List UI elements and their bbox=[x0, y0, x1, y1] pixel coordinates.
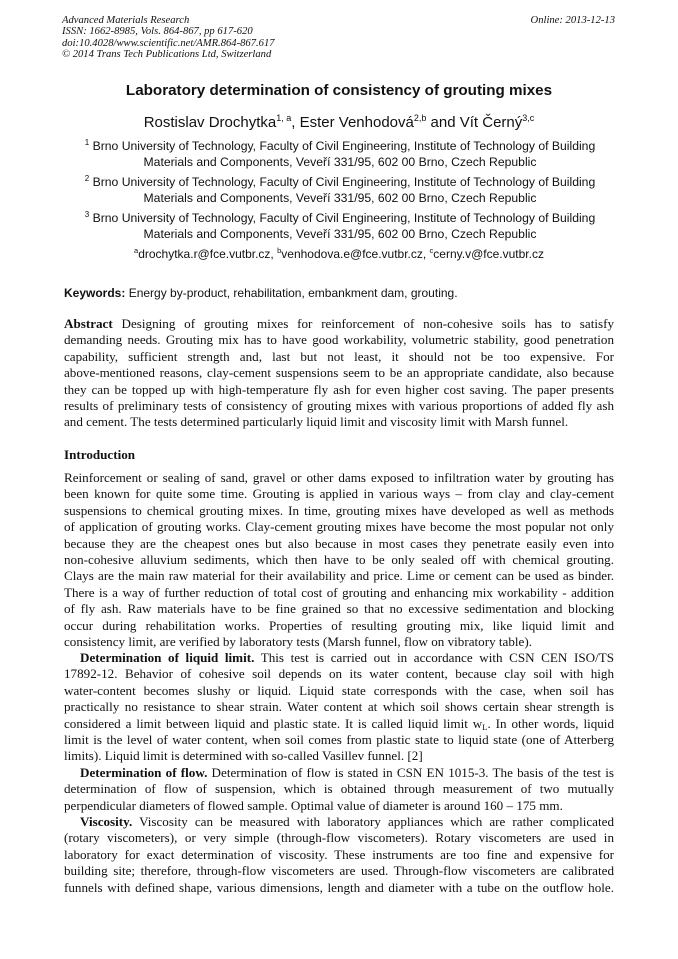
abstract-line: they can be topped up with high-temperature fly ash for even higher cost saving. The paper presents bbox=[64, 381, 614, 397]
body-line: Viscosity can be measured with laboratory appliances which are rather complicated bbox=[132, 814, 614, 829]
body-line: of application of grouting works. Clay-cement grouting mixes have become the most popular not only bbox=[64, 519, 614, 535]
affiliation-line: Brno University of Technology, Faculty of Civil Engineering, Institute of Technology of Building bbox=[92, 211, 596, 225]
keywords-text: Energy by-product, rehabilitation, embankment dam, grouting. bbox=[125, 286, 458, 300]
body-line: consistency limit, are verified by laboratory tests (Marsh funnel, flow on vibratory table). bbox=[64, 633, 532, 649]
body-line: laboratory for exact determination of viscosity. These instruments are too fine and expensive for bbox=[64, 846, 614, 862]
paragraph-label: Determination of liquid limit. bbox=[80, 650, 255, 665]
body-line: perpendicular diameters of flowed sample. Optimal value of diameter is around 160 – 175 mm. bbox=[64, 797, 563, 813]
body-line: (rotary viscometers), or very simple (through-flow viscometers). Rotary viscometers are used in bbox=[64, 830, 614, 846]
abstract-line: Designing of grouting mixes for reinforcement of non-cohesive soils has to satisfy bbox=[112, 316, 614, 331]
body-line: Reinforcement or sealing of sand, gravel or other dams exposed to infiltration water by grouting has bbox=[64, 470, 614, 485]
body-line: non-cohesive alluvium sediments, which then have to be only sealed off with chemical grouting. bbox=[64, 551, 614, 567]
affiliation-line: Materials and Components, Veveří 331/95, 602 00 Brno, Czech Republic bbox=[143, 191, 537, 205]
keywords-label: Keywords: bbox=[64, 286, 126, 300]
journal-name: Advanced Materials Research bbox=[62, 15, 190, 26]
subscript: L bbox=[482, 721, 488, 732]
affiliation-number: 2 bbox=[84, 174, 90, 183]
email-sup: b bbox=[277, 246, 282, 255]
intro-paragraph-1 bbox=[64, 470, 614, 650]
abstract bbox=[64, 316, 614, 431]
abstract-line: and cement. The tests determined particularly liquid limit and viscosity limit with Marsh funnel. bbox=[64, 414, 569, 430]
body-line: There is a way of further reduction of total cost of grouting and enhancing mix workability - addition bbox=[64, 584, 614, 600]
body-line: been known for quite some time. Grouting is applied in various ways – from clay and clay-cement bbox=[64, 486, 614, 502]
paragraph-label: Viscosity. bbox=[80, 814, 133, 829]
affiliation-3 bbox=[64, 210, 616, 242]
affiliation-line: Materials and Components, Veveří 331/95, 602 00 Brno, Czech Republic bbox=[143, 155, 537, 169]
author-list bbox=[0, 114, 678, 131]
issn: ISSN: 1662-8985, Vols. 864-867, pp 617-620 bbox=[62, 26, 253, 38]
paper-title: Laboratory determination of consistency of grouting mixes bbox=[125, 82, 553, 99]
abstract-label: Abstract bbox=[64, 316, 113, 331]
body-line: funnels with defined shape, various dimensions, length and diameter with a tube on the outflow hole. bbox=[64, 879, 614, 895]
affiliation-line: Brno University of Technology, Faculty of Civil Engineering, Institute of Technology of Building bbox=[92, 139, 596, 153]
journal-header bbox=[62, 15, 275, 61]
paragraph-label: Determination of flow. bbox=[80, 765, 208, 780]
body-line: . In other words, liquid bbox=[487, 715, 614, 731]
author-name: and Vít Černý bbox=[426, 114, 523, 131]
doi: doi:10.4028/www.scientific.net/AMR.864-867.617 bbox=[62, 37, 275, 49]
email-sup: a bbox=[134, 246, 139, 255]
body-line: practically no resistance to shear strain. Water content at which soil shows certain shear strength is bbox=[64, 699, 614, 715]
abstract-line: capability, sufficient strength and, last but not least, it should not be too expensive. For bbox=[64, 348, 614, 364]
body-line: suspensions to chemical grouting mixes. In time, grouting mixes have developed as well as methods bbox=[64, 502, 614, 518]
abstract-line: above-mentioned reasons, clay-cement suspensions seem to be an appropriate candidate, also because bbox=[64, 365, 614, 381]
email-link[interactable]: venhodova.e@fce.vutbr.cz, bbox=[281, 247, 430, 261]
body-line: Clays are the main raw material for their availability and price. Lime or cement can be used as binder. bbox=[64, 568, 614, 584]
author-name: Rostislav Drochytka bbox=[143, 114, 277, 131]
keywords bbox=[64, 286, 458, 300]
author-separator: , Ester Venhodová bbox=[291, 114, 414, 131]
body-line: occur during rehabilitation works. Properties of resulting grouting mix, like liquid limit and bbox=[64, 617, 614, 633]
section-heading: Introduction bbox=[64, 447, 136, 462]
email-list bbox=[0, 247, 678, 261]
copyright: © 2014 Trans Tech Publications Ltd, Switzerland bbox=[62, 49, 272, 61]
body-line: limits). Liquid limit is determined with so-called Vasillev funnel. [2] bbox=[64, 748, 423, 764]
affiliation-number: 1 bbox=[84, 138, 90, 147]
body-line: This test is carried out in accordance with CSN CEN ISO/TS bbox=[254, 650, 614, 665]
body-line: because they are the cheapest ones but also because in most cases they penetrate easily even into bbox=[64, 535, 614, 551]
affiliation-line: Materials and Components, Veveří 331/95, 602 00 Brno, Czech Republic bbox=[143, 227, 537, 241]
viscosity-paragraph bbox=[64, 814, 614, 896]
abstract-line: demanding needs. Grouting mix has to have good workability, volumetric stability, good penetration bbox=[64, 332, 614, 348]
affiliation-2 bbox=[64, 174, 616, 206]
abstract-line: results of preliminary tests of consistency of grouting mixes with various proportions of added fly ash bbox=[64, 397, 614, 413]
affiliation-1 bbox=[64, 138, 616, 170]
author-sup: 1, a bbox=[276, 113, 292, 123]
online-date: Online: 2013-12-13 bbox=[530, 15, 615, 26]
body-line: of fly ash. Raw materials have to be fine grained so that no excessive sedimentation and blocking bbox=[64, 601, 614, 617]
email-link[interactable]: drochytka.r@fce.vutbr.cz, bbox=[138, 247, 278, 261]
flow-paragraph bbox=[64, 765, 614, 814]
body-line: considered a limit between liquid and plastic state. It is called liquid limit w bbox=[64, 715, 483, 731]
affiliation-line: Brno University of Technology, Faculty of Civil Engineering, Institute of Technology of Building bbox=[92, 175, 596, 189]
body-line: building site; therefore, through-flow viscometers are used. Through-flow viscometers are calibrated bbox=[64, 863, 614, 879]
author-sup: 2,b bbox=[413, 113, 427, 123]
email-link[interactable]: cerny.v@fce.vutbr.cz bbox=[433, 247, 544, 261]
body-line: limit is the level of water content, when soil comes from plastic state to liquid state (one of Atterberg bbox=[64, 731, 614, 747]
author-sup: 3,c bbox=[522, 113, 535, 123]
affiliation-number: 3 bbox=[84, 210, 90, 219]
body-line: 17892-12. Behavior of cohesive soil depends on its water content, because clay soil with high bbox=[64, 666, 614, 682]
liquid-limit-paragraph bbox=[64, 650, 614, 765]
body-line: Determination of flow is stated in CSN EN 1015-3. The basis of the test is bbox=[207, 765, 614, 780]
body-line: determination of flow of suspension, which is obtained through measurement of two mutually bbox=[64, 781, 614, 797]
email-sup: c bbox=[429, 246, 434, 255]
body-line: water-content becomes slushy or liquid. Liquid state corresponds with the case, when soil has bbox=[64, 682, 614, 698]
